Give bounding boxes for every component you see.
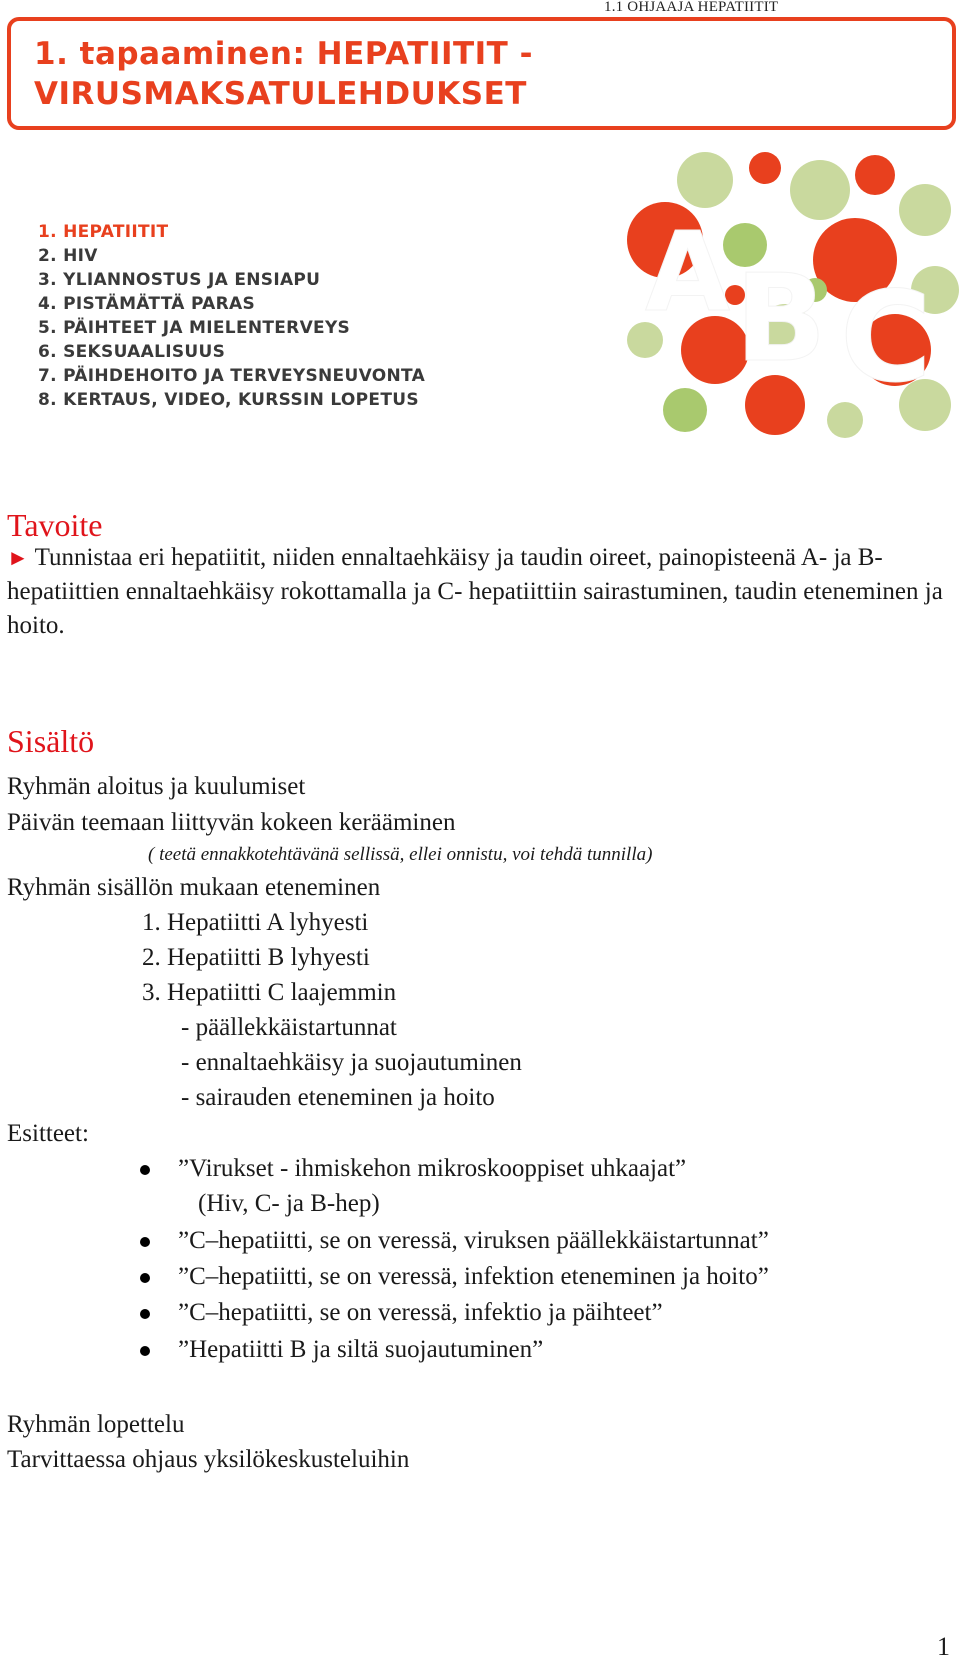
session-item-6: 6. SEKSUAALISUUS (38, 342, 226, 362)
session-list (38, 220, 425, 412)
session-item-3: 3. YLIANNOSTUS JA ENSIAPU (38, 270, 321, 290)
session-item-1: 1. HEPATIITIT (38, 222, 169, 242)
brochure-title: ”Hepatiitti B ja siltä suojautuminen” (178, 1336, 544, 1363)
closing-line-1: Ryhmän lopettelu (7, 1411, 185, 1438)
abc-letter-b: B (735, 250, 827, 389)
brochure-title: ”C–hepatiitti, se on veressä, infektio ja päihteet” (178, 1299, 663, 1326)
closing-line-2: Tarvittaessa ohjaus yksilökeskusteluihin (7, 1446, 410, 1473)
session-item-5: 5. PÄIHTEET JA MIELENTERVEYS (38, 318, 351, 338)
session-item-8: 8. KERTAUS, VIDEO, KURSSIN LOPETUS (38, 390, 419, 410)
content-line-3: Ryhmän sisällön mukaan eteneminen (7, 874, 381, 901)
abc-dots-illustration (625, 150, 960, 440)
title-banner (7, 17, 956, 130)
abc-letter-a: A (645, 208, 731, 336)
substep-1: - päällekkäistartunnat (181, 1014, 397, 1041)
title-line-2: VIRUSMAKSATULEHDUKSET (34, 76, 527, 112)
bullet-icon (140, 1165, 150, 1175)
substep-3: - sairauden eteneminen ja hoito (181, 1084, 495, 1111)
session-item-7: 7. PÄIHDEHOITO JA TERVEYSNEUVONTA (38, 366, 426, 386)
bullet-icon (140, 1273, 150, 1283)
abc-letter-c: C (840, 265, 932, 410)
running-header: 1.1 OHJAAJA HEPATIITIT (604, 0, 778, 18)
substep-2: - ennaltaehkäisy ja suojautuminen (181, 1049, 522, 1076)
brochure-subtitle: (Hiv, C- ja B-hep) (198, 1190, 380, 1217)
content-note: ( teetä ennakkotehtävänä sellissä, ellei onnistu, voi tehdä tunnilla) (148, 844, 653, 865)
goal-arrow-icon: ► (7, 545, 29, 570)
goal-paragraph (7, 541, 952, 643)
step-3: 3. Hepatiitti C laajemmin (142, 979, 397, 1006)
bullet-icon (140, 1237, 150, 1247)
step-2: 2. Hepatiitti B lyhyesti (142, 944, 370, 971)
step-1: 1. Hepatiitti A lyhyesti (142, 909, 369, 936)
content-heading: Sisältö (7, 723, 95, 759)
session-item-4: 4. PISTÄMÄTTÄ PARAS (38, 294, 256, 314)
page-number: 1 (937, 1632, 950, 1661)
brochures-label: Esitteet: (7, 1120, 89, 1147)
brochure-title: ”C–hepatiitti, se on veressä, infektion eteneminen ja hoito” (178, 1263, 769, 1290)
bullet-icon (140, 1346, 150, 1356)
content-line-2: Päivän teemaan liittyvän kokeen kerääminen (7, 809, 456, 836)
goal-heading: Tavoite (7, 507, 103, 543)
bullet-icon (140, 1309, 150, 1319)
title-line-1: 1. tapaaminen: HEPATIITIT - (34, 36, 533, 72)
session-item-2: 2. HIV (38, 246, 98, 266)
brochure-title: ”Virukset - ihmiskehon mikroskooppiset uhkaajat” (178, 1155, 687, 1182)
content-line-1: Ryhmän aloitus ja kuulumiset (7, 773, 306, 800)
brochure-title: ”C–hepatiitti, se on veressä, viruksen päällekkäistartunnat” (178, 1227, 769, 1254)
goal-text: Tunnistaa eri hepatiitit, niiden ennaltaehkäisy ja taudin oireet, painopisteenä A- ja B-hepatiittien ennaltaehkäisy rokottamalla ja C- hepatiittiin sairastuminen, taudin eteneminen ja hoito. (7, 544, 943, 639)
